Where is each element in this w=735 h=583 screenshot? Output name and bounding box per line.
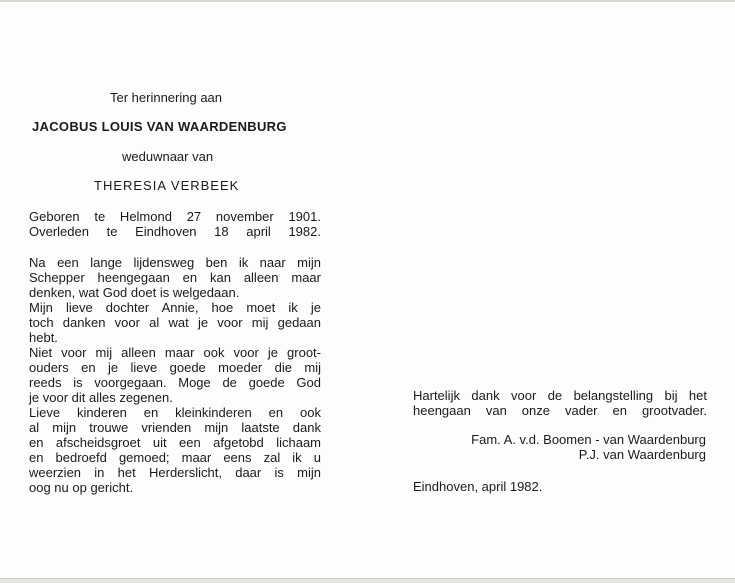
text-line: je voor dit alles zegenen. — [29, 390, 173, 405]
spouse-name: THERESIA VERBEEK — [94, 178, 240, 193]
text-line: weerzien in het Herderslicht, daar is mijn — [29, 465, 321, 480]
card-bottom-edge — [0, 578, 735, 583]
text-line: denken, wat God doet is welgedaan. — [29, 285, 240, 300]
text-line: reeds is voorgegaan. Moge de goede God — [29, 375, 321, 390]
text-line: oog nu op gericht. — [29, 480, 134, 495]
card-top-edge — [0, 0, 735, 2]
text-line: Niet voor mij alleen maar ook voor je groot- — [29, 345, 321, 360]
relation-text: weduwnaar van — [122, 149, 214, 164]
thanks-line: heengaan van onze vader en grootvader. — [413, 403, 707, 418]
text-line: hebt. — [29, 330, 58, 345]
place-date: Eindhoven, april 1982. — [413, 479, 543, 494]
text-line: Mijn lieve dochter Annie, hoe moet ik je — [29, 300, 321, 315]
family-signature: P.J. van Waardenburg — [578, 447, 706, 462]
birth-line: Geboren te Helmond 27 november 1901. — [29, 209, 321, 224]
text-line: Na een lange lijdensweg ben ik naar mijn — [29, 255, 321, 270]
text-line: Schepper heengegaan en kan alleen maar — [29, 270, 321, 285]
text-line: ouders en je lieve goede moeder die mij — [29, 360, 321, 375]
thanks-line: Hartelijk dank voor de belangstelling bij het — [413, 388, 707, 403]
text-line: en afscheidsgroet uit een afgetobd lichaam — [29, 435, 321, 450]
text-line: al mijn trouwe vrienden mijn laatste dank — [29, 420, 321, 435]
intro-text: Ter herinnering aan — [110, 90, 223, 105]
text-line: en bedroefd gemoed; maar eens zal ik u — [29, 450, 321, 465]
family-signature: Fam. A. v.d. Boomen - van Waardenburg — [471, 432, 706, 447]
death-line: Overleden te Eindhoven 18 april 1982. — [29, 224, 321, 239]
text-line: toch danken voor al wat je voor mij gedaan — [29, 315, 321, 330]
text-line: Lieve kinderen en kleinkinderen en ook — [29, 405, 321, 420]
deceased-name: JACOBUS LOUIS VAN WAARDENBURG — [32, 119, 287, 134]
